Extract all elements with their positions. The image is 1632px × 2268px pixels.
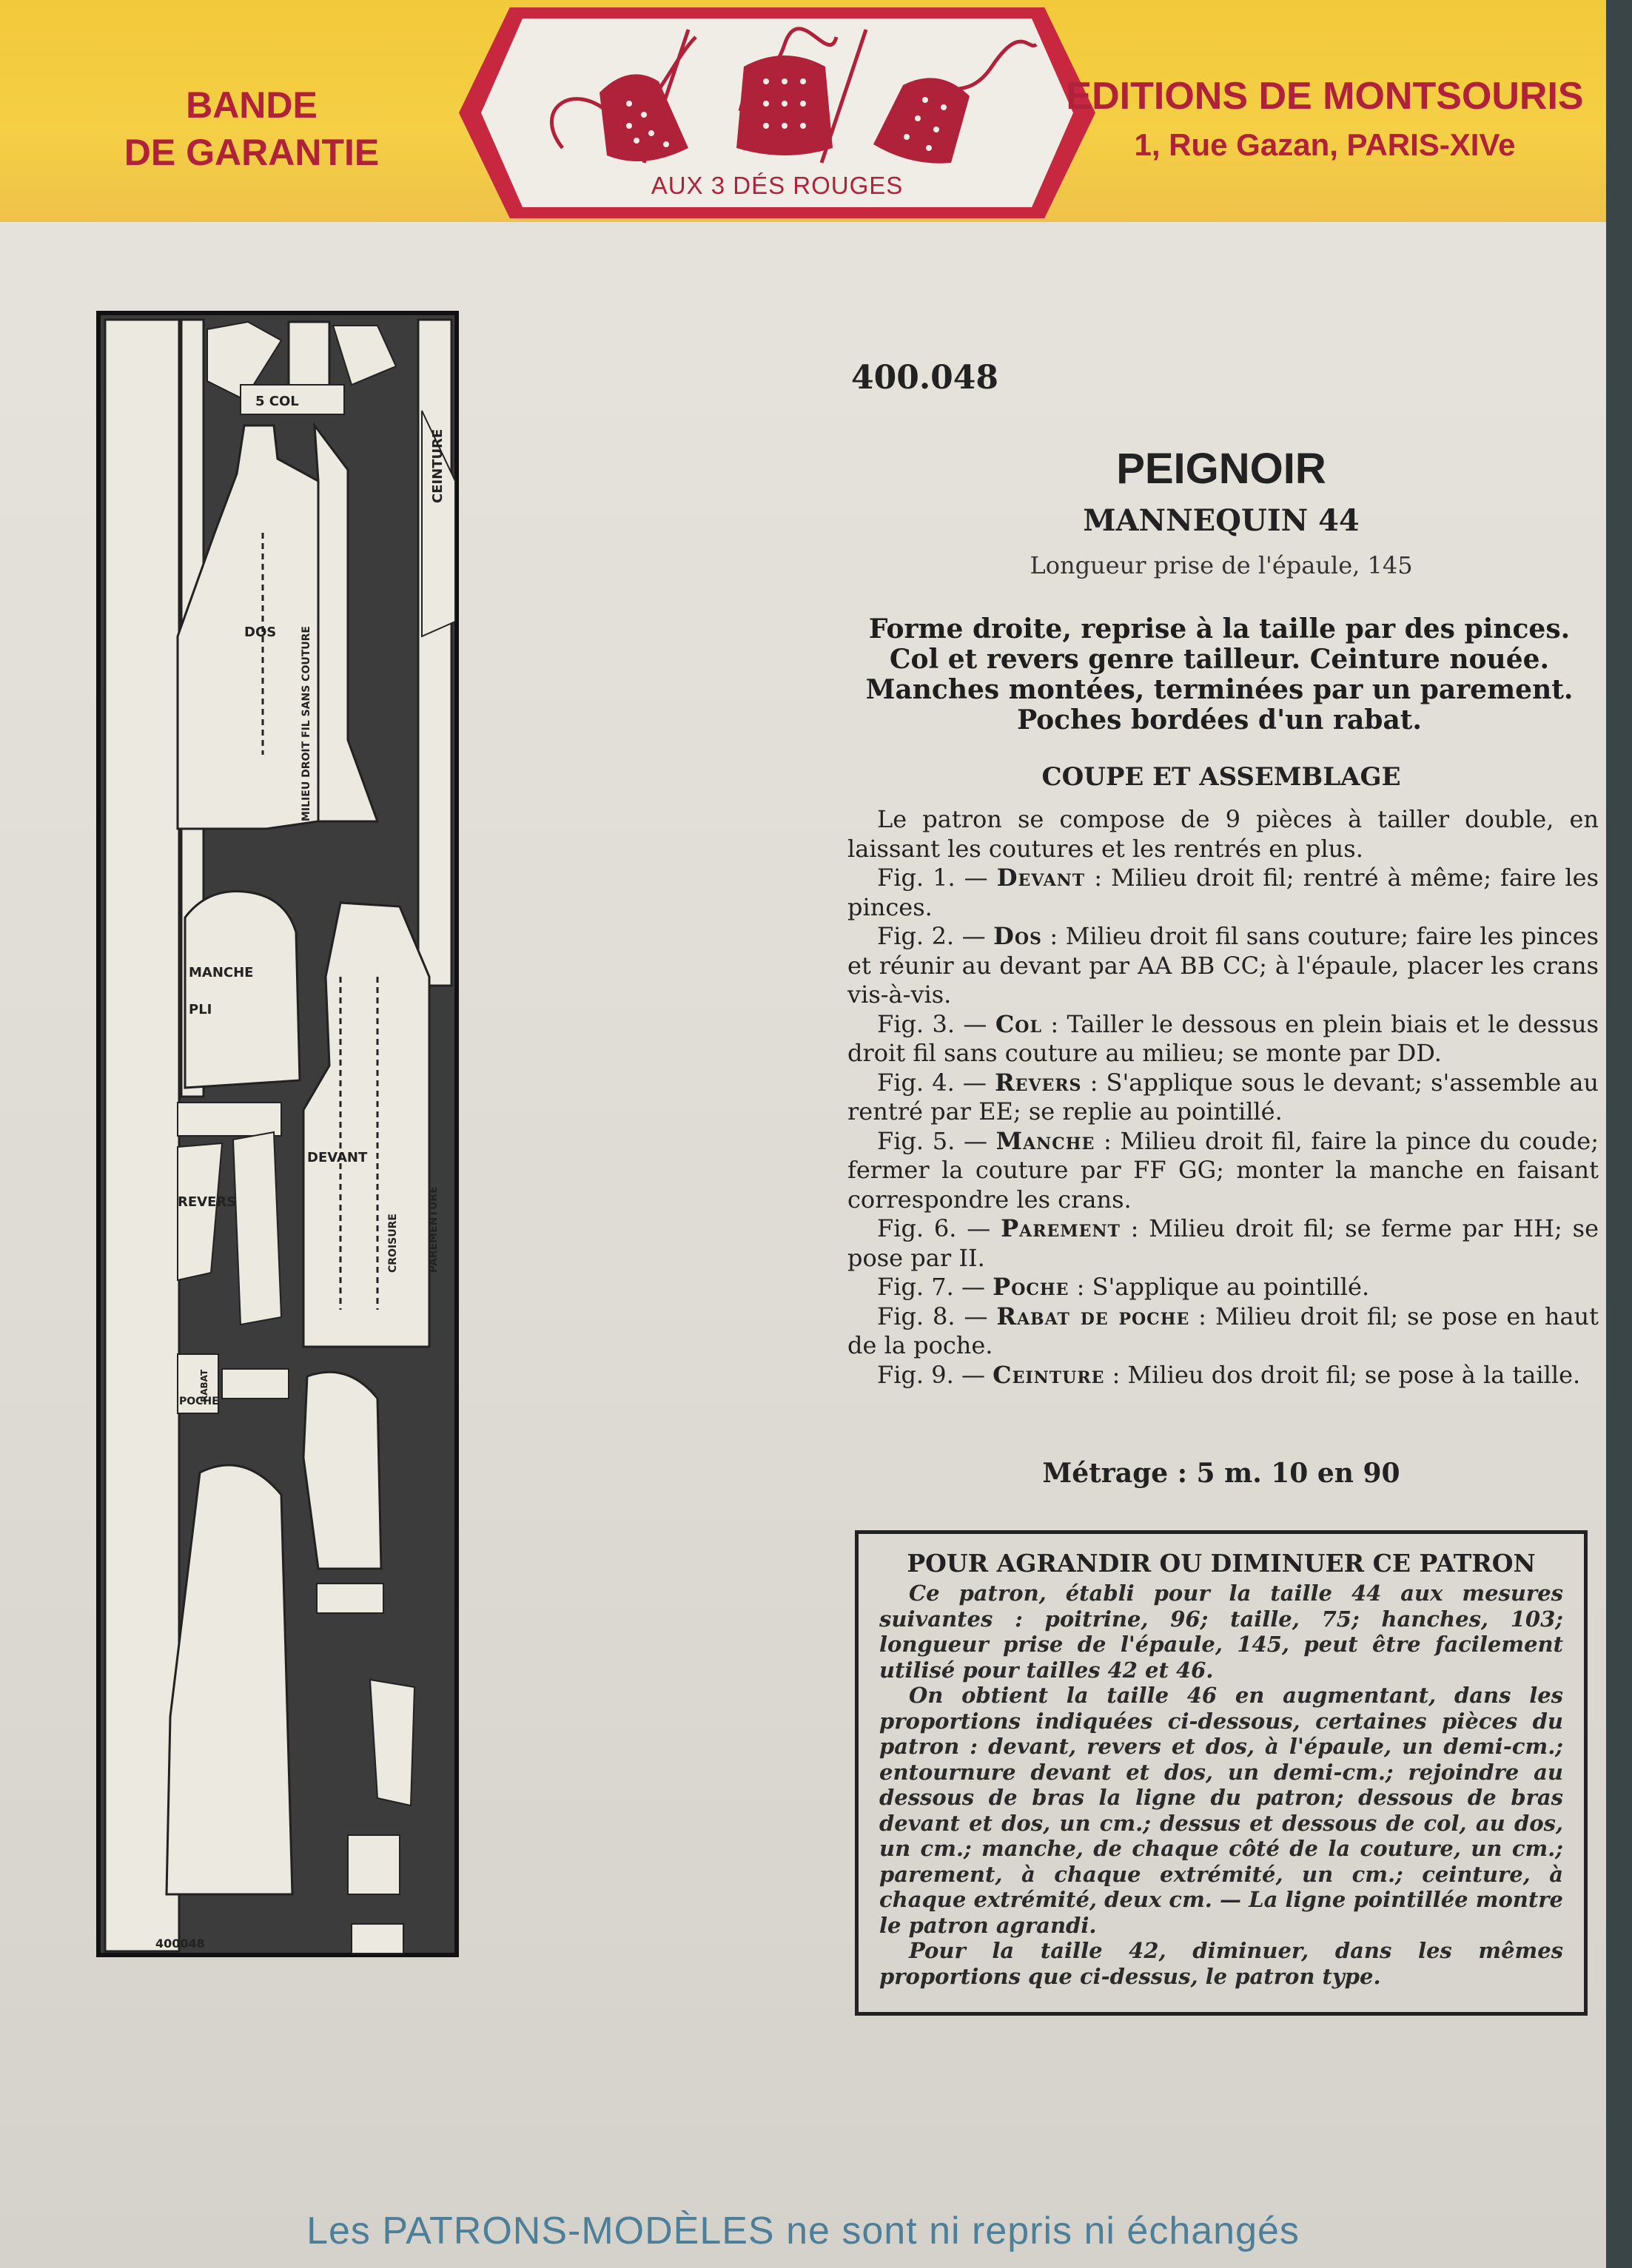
resize-paragraph: Pour la taille 42, diminuer, dans les mêmes proportions que ci-dessus, le patron type. bbox=[879, 1938, 1563, 1989]
figure-instruction bbox=[847, 1214, 1599, 1273]
footer-notice: Les PATRONS-MODÈLES ne sont ni repris ni échangés bbox=[306, 2210, 1300, 2252]
guarantee-line-1: BANDE bbox=[186, 84, 318, 126]
figure-name: Parement bbox=[1001, 1214, 1121, 1242]
figure-instruction bbox=[847, 1127, 1599, 1215]
pattern-number: 400.048 bbox=[851, 359, 999, 397]
figure-name: Ceinture bbox=[993, 1360, 1105, 1389]
figure-instruction bbox=[847, 922, 1599, 1010]
pattern-size: MANNEQUIN 44 bbox=[1083, 503, 1360, 538]
label-rabat: RABAT bbox=[199, 1369, 209, 1402]
figure-name: Rabat de poche bbox=[996, 1302, 1190, 1330]
pattern-title: PEIGNOIR bbox=[1116, 445, 1326, 493]
assembly-instructions bbox=[847, 805, 1599, 1390]
figure-number: Fig. 7. — bbox=[877, 1273, 985, 1301]
description-line: Col et revers genre tailleur. Ceinture nouée. bbox=[889, 644, 1550, 675]
figure-instruction bbox=[847, 864, 1599, 922]
figure-text: : Milieu dos droit fil; se pose à la taille. bbox=[1112, 1360, 1581, 1389]
publisher-address: 1, Rue Gazan, PARIS-XIVe bbox=[1134, 127, 1516, 162]
resize-instructions-box bbox=[855, 1530, 1588, 2016]
figure-instruction bbox=[847, 1010, 1599, 1069]
figure-text: : Milieu droit fil sans couture; faire les pinces et réunir au devant par AA BB CC; à l'épaule, placer les crans vis-à-vis. bbox=[847, 922, 1599, 1009]
figure-text: : Milieu droit fil; rentré à même; faire les pinces. bbox=[847, 864, 1599, 921]
figure-number: Fig. 1. — bbox=[877, 864, 988, 892]
guarantee-banner bbox=[0, 0, 1606, 222]
label-dos: DOS bbox=[244, 625, 277, 640]
figure-instruction bbox=[847, 1361, 1599, 1390]
label-poche: POCHE bbox=[179, 1396, 219, 1407]
label-milieu-dos: MILIEU DROIT FIL SANS COUTURE bbox=[300, 626, 312, 821]
figure-name: Poche bbox=[993, 1273, 1069, 1301]
figure-name: Manche bbox=[995, 1126, 1095, 1155]
label-col: 5 COL bbox=[255, 394, 299, 409]
label-parementure: PAREMENTURE bbox=[428, 1186, 440, 1273]
thimbles-logo-icon bbox=[518, 22, 1051, 178]
pattern-layout-diagram bbox=[96, 311, 459, 1957]
figure-text: : Tailler le dessous en plein biais et le dessus droit fil sans couture au milieu; se monte par DD. bbox=[847, 1009, 1599, 1067]
figure-name: Revers bbox=[995, 1068, 1082, 1097]
guarantee-label bbox=[59, 81, 444, 176]
figure-text: : S'applique sous le devant; s'assemble au rentré par EE; se replie au pointillé. bbox=[847, 1068, 1599, 1125]
label-revers: REVERS bbox=[178, 1194, 237, 1210]
publisher-block bbox=[1066, 70, 1584, 168]
resize-paragraph: Ce patron, établi pour la taille 44 aux mesures suivantes : poitrine, 96; taille, 75; hanches, 103; longueur prise de l'épaule, 145, peut être facilement utilisé pour tailles 42 et 46. bbox=[879, 1581, 1563, 1683]
label-ceinture: CEINTURE bbox=[430, 428, 446, 503]
description-line: Forme droite, reprise à la taille par des pinces. bbox=[868, 613, 1571, 645]
brand-name: AUX 3 DÉS ROUGES bbox=[592, 172, 962, 200]
figure-number: Fig. 6. — bbox=[877, 1214, 991, 1242]
label-diagram-code: 400048 bbox=[155, 1936, 205, 1951]
fabric-yardage: Métrage : 5 m. 10 en 90 bbox=[1042, 1458, 1400, 1489]
resize-title: POUR AGRANDIR OU DIMINUER CE PATRON bbox=[907, 1549, 1536, 1578]
figure-text: : Milieu droit fil, faire la pince du coude; fermer la couture par FF GG; monter la manche en faisant correspondre les crans. bbox=[847, 1126, 1599, 1214]
label-croisure: CROISURE bbox=[387, 1214, 399, 1273]
section-title: COUPE ET ASSEMBLAGE bbox=[1041, 762, 1401, 792]
figure-number: Fig. 3. — bbox=[877, 1009, 987, 1038]
pattern-length: Longueur prise de l'épaule, 145 bbox=[1030, 551, 1413, 579]
figure-text: : S'applique au pointillé. bbox=[1076, 1273, 1370, 1301]
figure-name: Devant bbox=[996, 864, 1086, 892]
figure-instruction bbox=[847, 1069, 1599, 1127]
figure-number: Fig. 9. — bbox=[877, 1360, 985, 1389]
figure-name: Col bbox=[995, 1009, 1042, 1038]
figure-name: Dos bbox=[993, 922, 1042, 950]
publisher-name: EDITIONS DE MONTSOURIS bbox=[1066, 75, 1584, 118]
description-line: Poches bordées d'un rabat. bbox=[1017, 704, 1422, 736]
resize-paragraph: On obtient la taille 46 en augmentant, dans les proportions indiquées ci-dessous, certaines pièces du patron : devant, revers et dos, à l'épaule, un demi-cm.; entournure devant et dos, un demi-cm.; rejoindre au dessous de bras la ligne du patron; dessous de bras devant et dos, un cm.; dessus et dessous de col, au dos, un cm.; manche, de chaque côté de la couture, un cm.; parement, à chaque extrémité, un cm.; ceinture, à chaque extrémité, deux cm. — La ligne pointillée montre le patron agrandi. bbox=[879, 1683, 1563, 1938]
figure-text: : Milieu droit fil; se pose en haut de la poche. bbox=[847, 1302, 1599, 1359]
figure-number: Fig. 2. — bbox=[877, 922, 986, 950]
figure-number: Fig. 5. — bbox=[877, 1126, 987, 1155]
label-pli: PLI bbox=[189, 1002, 212, 1017]
label-manche: MANCHE bbox=[189, 965, 254, 980]
description-line: Manches montées, terminées par un parement. bbox=[865, 674, 1574, 705]
figure-text: : Milieu droit fil; se ferme par HH; se pose par II. bbox=[847, 1214, 1599, 1272]
figure-instruction bbox=[847, 1273, 1599, 1302]
instructions-intro: Le patron se compose de 9 pièces à tailler double, en laissant les coutures et les rentrés en plus. bbox=[847, 805, 1599, 863]
guarantee-line-2: DE GARANTIE bbox=[124, 132, 380, 173]
figure-instruction bbox=[847, 1302, 1599, 1361]
label-devant: DEVANT bbox=[307, 1150, 368, 1165]
figure-number: Fig. 8. — bbox=[877, 1302, 988, 1330]
pattern-description bbox=[844, 614, 1595, 736]
figure-number: Fig. 4. — bbox=[877, 1068, 987, 1097]
